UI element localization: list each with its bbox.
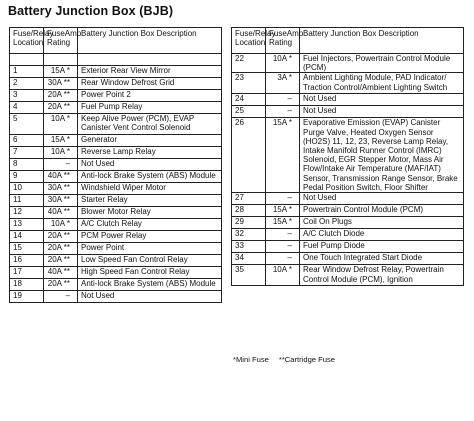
header-description: Battery Junction Box Description [300, 28, 464, 54]
description-cell: Powertrain Control Module (PCM) [300, 205, 464, 217]
location-cell: 10 [10, 183, 44, 195]
rating-cell: 40A ** [44, 267, 78, 279]
location-cell: 3 [10, 90, 44, 102]
rating-cell: 10A * [44, 114, 78, 135]
location-cell: 16 [10, 255, 44, 267]
rating-cell: 20A ** [44, 255, 78, 267]
description-cell: Fuel Pump Diode [300, 241, 464, 253]
location-cell: 29 [232, 217, 266, 229]
description-cell: Rear Window Defrost Relay, Powertrain Control Module (PCM), Ignition [300, 265, 464, 286]
location-cell: 9 [10, 171, 44, 183]
rating-cell [44, 54, 78, 66]
table-row [10, 243, 222, 255]
location-cell [10, 54, 44, 66]
description-cell: High Speed Fan Control Relay [78, 267, 222, 279]
location-cell: 32 [232, 229, 266, 241]
description-cell: A/C Clutch Relay [78, 219, 222, 231]
table-row [232, 253, 464, 265]
table-row [10, 219, 222, 231]
description-cell: Not Used [78, 159, 222, 171]
rating-cell: 20A ** [44, 231, 78, 243]
description-cell: PCM Power Relay [78, 231, 222, 243]
location-cell: 33 [232, 241, 266, 253]
table-row [10, 114, 222, 135]
description-cell: Power Point 2 [78, 90, 222, 102]
rating-cell: 20A ** [44, 90, 78, 102]
rating-cell: 20A ** [44, 102, 78, 114]
description-cell: Low Speed Fan Control Relay [78, 255, 222, 267]
table-row [10, 90, 222, 102]
location-cell: 13 [10, 219, 44, 231]
rating-cell: – [266, 94, 300, 106]
table-row [232, 94, 464, 106]
description-cell: Not Used [300, 94, 464, 106]
location-cell: 34 [232, 253, 266, 265]
table-row [232, 229, 464, 241]
description-cell: Fuel Injectors, Powertrain Control Module (PCM) [300, 54, 464, 73]
description-cell: Not Used [78, 291, 222, 303]
table-row [232, 217, 464, 229]
description-cell: Anti-lock Brake System (ABS) Module [78, 171, 222, 183]
location-cell: 19 [10, 291, 44, 303]
rating-cell: 15A * [266, 118, 300, 193]
table-row [10, 195, 222, 207]
location-cell: 4 [10, 102, 44, 114]
rating-cell: – [266, 193, 300, 205]
rating-cell: 10A * [266, 54, 300, 73]
rating-cell: – [266, 253, 300, 265]
table-row [10, 279, 222, 291]
location-cell: 25 [232, 106, 266, 118]
table-row [10, 102, 222, 114]
description-cell: Generator [78, 135, 222, 147]
location-cell: 28 [232, 205, 266, 217]
location-cell: 24 [232, 94, 266, 106]
footnote-cartridge-fuse: **Cartridge Fuse [278, 355, 336, 364]
location-cell: 11 [10, 195, 44, 207]
table-row [232, 241, 464, 253]
table-row [10, 66, 222, 78]
description-cell: Blower Motor Relay [78, 207, 222, 219]
rating-cell: 30A ** [44, 183, 78, 195]
fuse-type-footnote [233, 355, 335, 364]
table-row [10, 54, 222, 66]
location-cell: 18 [10, 279, 44, 291]
rating-cell: – [44, 291, 78, 303]
rating-cell: 10A * [44, 219, 78, 231]
description-cell [78, 54, 222, 66]
location-cell: 8 [10, 159, 44, 171]
rating-cell: 15A * [266, 205, 300, 217]
location-cell: 23 [232, 73, 266, 94]
location-cell: 15 [10, 243, 44, 255]
location-cell: 14 [10, 231, 44, 243]
rating-cell: 30A ** [44, 78, 78, 90]
description-cell: Power Point [78, 243, 222, 255]
table-row [10, 291, 222, 303]
description-cell: Exterior Rear View Mirror [78, 66, 222, 78]
table-row [232, 54, 464, 73]
description-cell: Evaporative Emission (EVAP) Canister Purge Valve, Heated Oxygen Sensor (HO2S) 11, 12, 23, Reverse Lamp Relay, Intake Manifold Runner Control (IMRC) Solenoid, EGR Stepper Motor, Mass Air Flow/Intake Air Temperature (MAF/IAT) Sensor, Transmission Range Sensor, Brake Pedal Position Switch, Floor Shifter [300, 118, 464, 193]
rating-cell: 40A ** [44, 207, 78, 219]
header-location: Fuse/Relay Location [232, 28, 266, 54]
table-header-row [232, 28, 464, 54]
description-cell: Anti-lock Brake System (ABS) Module [78, 279, 222, 291]
table-row [10, 207, 222, 219]
rating-cell: 30A ** [44, 195, 78, 207]
rating-cell: 15A * [44, 66, 78, 78]
table-row [10, 267, 222, 279]
description-cell: Ambient Lighting Module, PAD Indicator/ Traction Control/Ambient Lighting Switch [300, 73, 464, 94]
rating-cell: 20A ** [44, 279, 78, 291]
table-row [10, 135, 222, 147]
table-row [232, 106, 464, 118]
location-cell: 5 [10, 114, 44, 135]
rating-cell: 15A * [44, 135, 78, 147]
location-cell: 35 [232, 265, 266, 286]
description-cell: Not Used [300, 193, 464, 205]
location-cell: 17 [10, 267, 44, 279]
table-row [10, 231, 222, 243]
table-row [232, 73, 464, 94]
rating-cell: 10A * [44, 147, 78, 159]
table-row [232, 118, 464, 193]
description-cell: Coil On Plugs [300, 217, 464, 229]
rating-cell: 3A * [266, 73, 300, 94]
rating-cell: 20A ** [44, 243, 78, 255]
rating-cell: – [44, 159, 78, 171]
header-rating: FuseAmp Rating [266, 28, 300, 54]
location-cell: 2 [10, 78, 44, 90]
location-cell: 26 [232, 118, 266, 193]
location-cell: 22 [232, 54, 266, 73]
rating-cell: 40A ** [44, 171, 78, 183]
table-row [232, 193, 464, 205]
location-cell: 1 [10, 66, 44, 78]
rating-cell: 10A * [266, 265, 300, 286]
description-cell: One Touch Integrated Start Diode [300, 253, 464, 265]
header-description: Battery Junction Box Description [78, 28, 222, 54]
rating-cell: – [266, 106, 300, 118]
table-row [10, 255, 222, 267]
description-cell: Reverse Lamp Relay [78, 147, 222, 159]
description-cell: Starter Relay [78, 195, 222, 207]
rating-cell: – [266, 229, 300, 241]
description-cell: Rear Window Defrost Grid [78, 78, 222, 90]
table-row [232, 205, 464, 217]
table-header-row [10, 28, 222, 54]
location-cell: 12 [10, 207, 44, 219]
table-row [10, 78, 222, 90]
table-row [10, 171, 222, 183]
table-row [232, 265, 464, 286]
header-location: Fuse/Relay Location [10, 28, 44, 54]
header-rating: FuseAmp Rating [44, 28, 78, 54]
table-row [10, 147, 222, 159]
rating-cell: – [266, 241, 300, 253]
footnote-mini-fuse: *Mini Fuse [233, 355, 269, 364]
rating-cell: 15A * [266, 217, 300, 229]
description-cell: Fuel Pump Relay [78, 102, 222, 114]
table-row [10, 159, 222, 171]
description-cell: Not Used [300, 106, 464, 118]
page-title: Battery Junction Box (BJB) [8, 4, 174, 18]
fuse-table-right [231, 27, 464, 286]
location-cell: 27 [232, 193, 266, 205]
table-row [10, 183, 222, 195]
location-cell: 7 [10, 147, 44, 159]
description-cell: Windshield Wiper Motor [78, 183, 222, 195]
description-cell: A/C Clutch Diode [300, 229, 464, 241]
location-cell: 6 [10, 135, 44, 147]
description-cell: Keep Alive Power (PCM), EVAP Canister Vent Control Solenoid [78, 114, 222, 135]
fuse-table-left [9, 27, 222, 303]
